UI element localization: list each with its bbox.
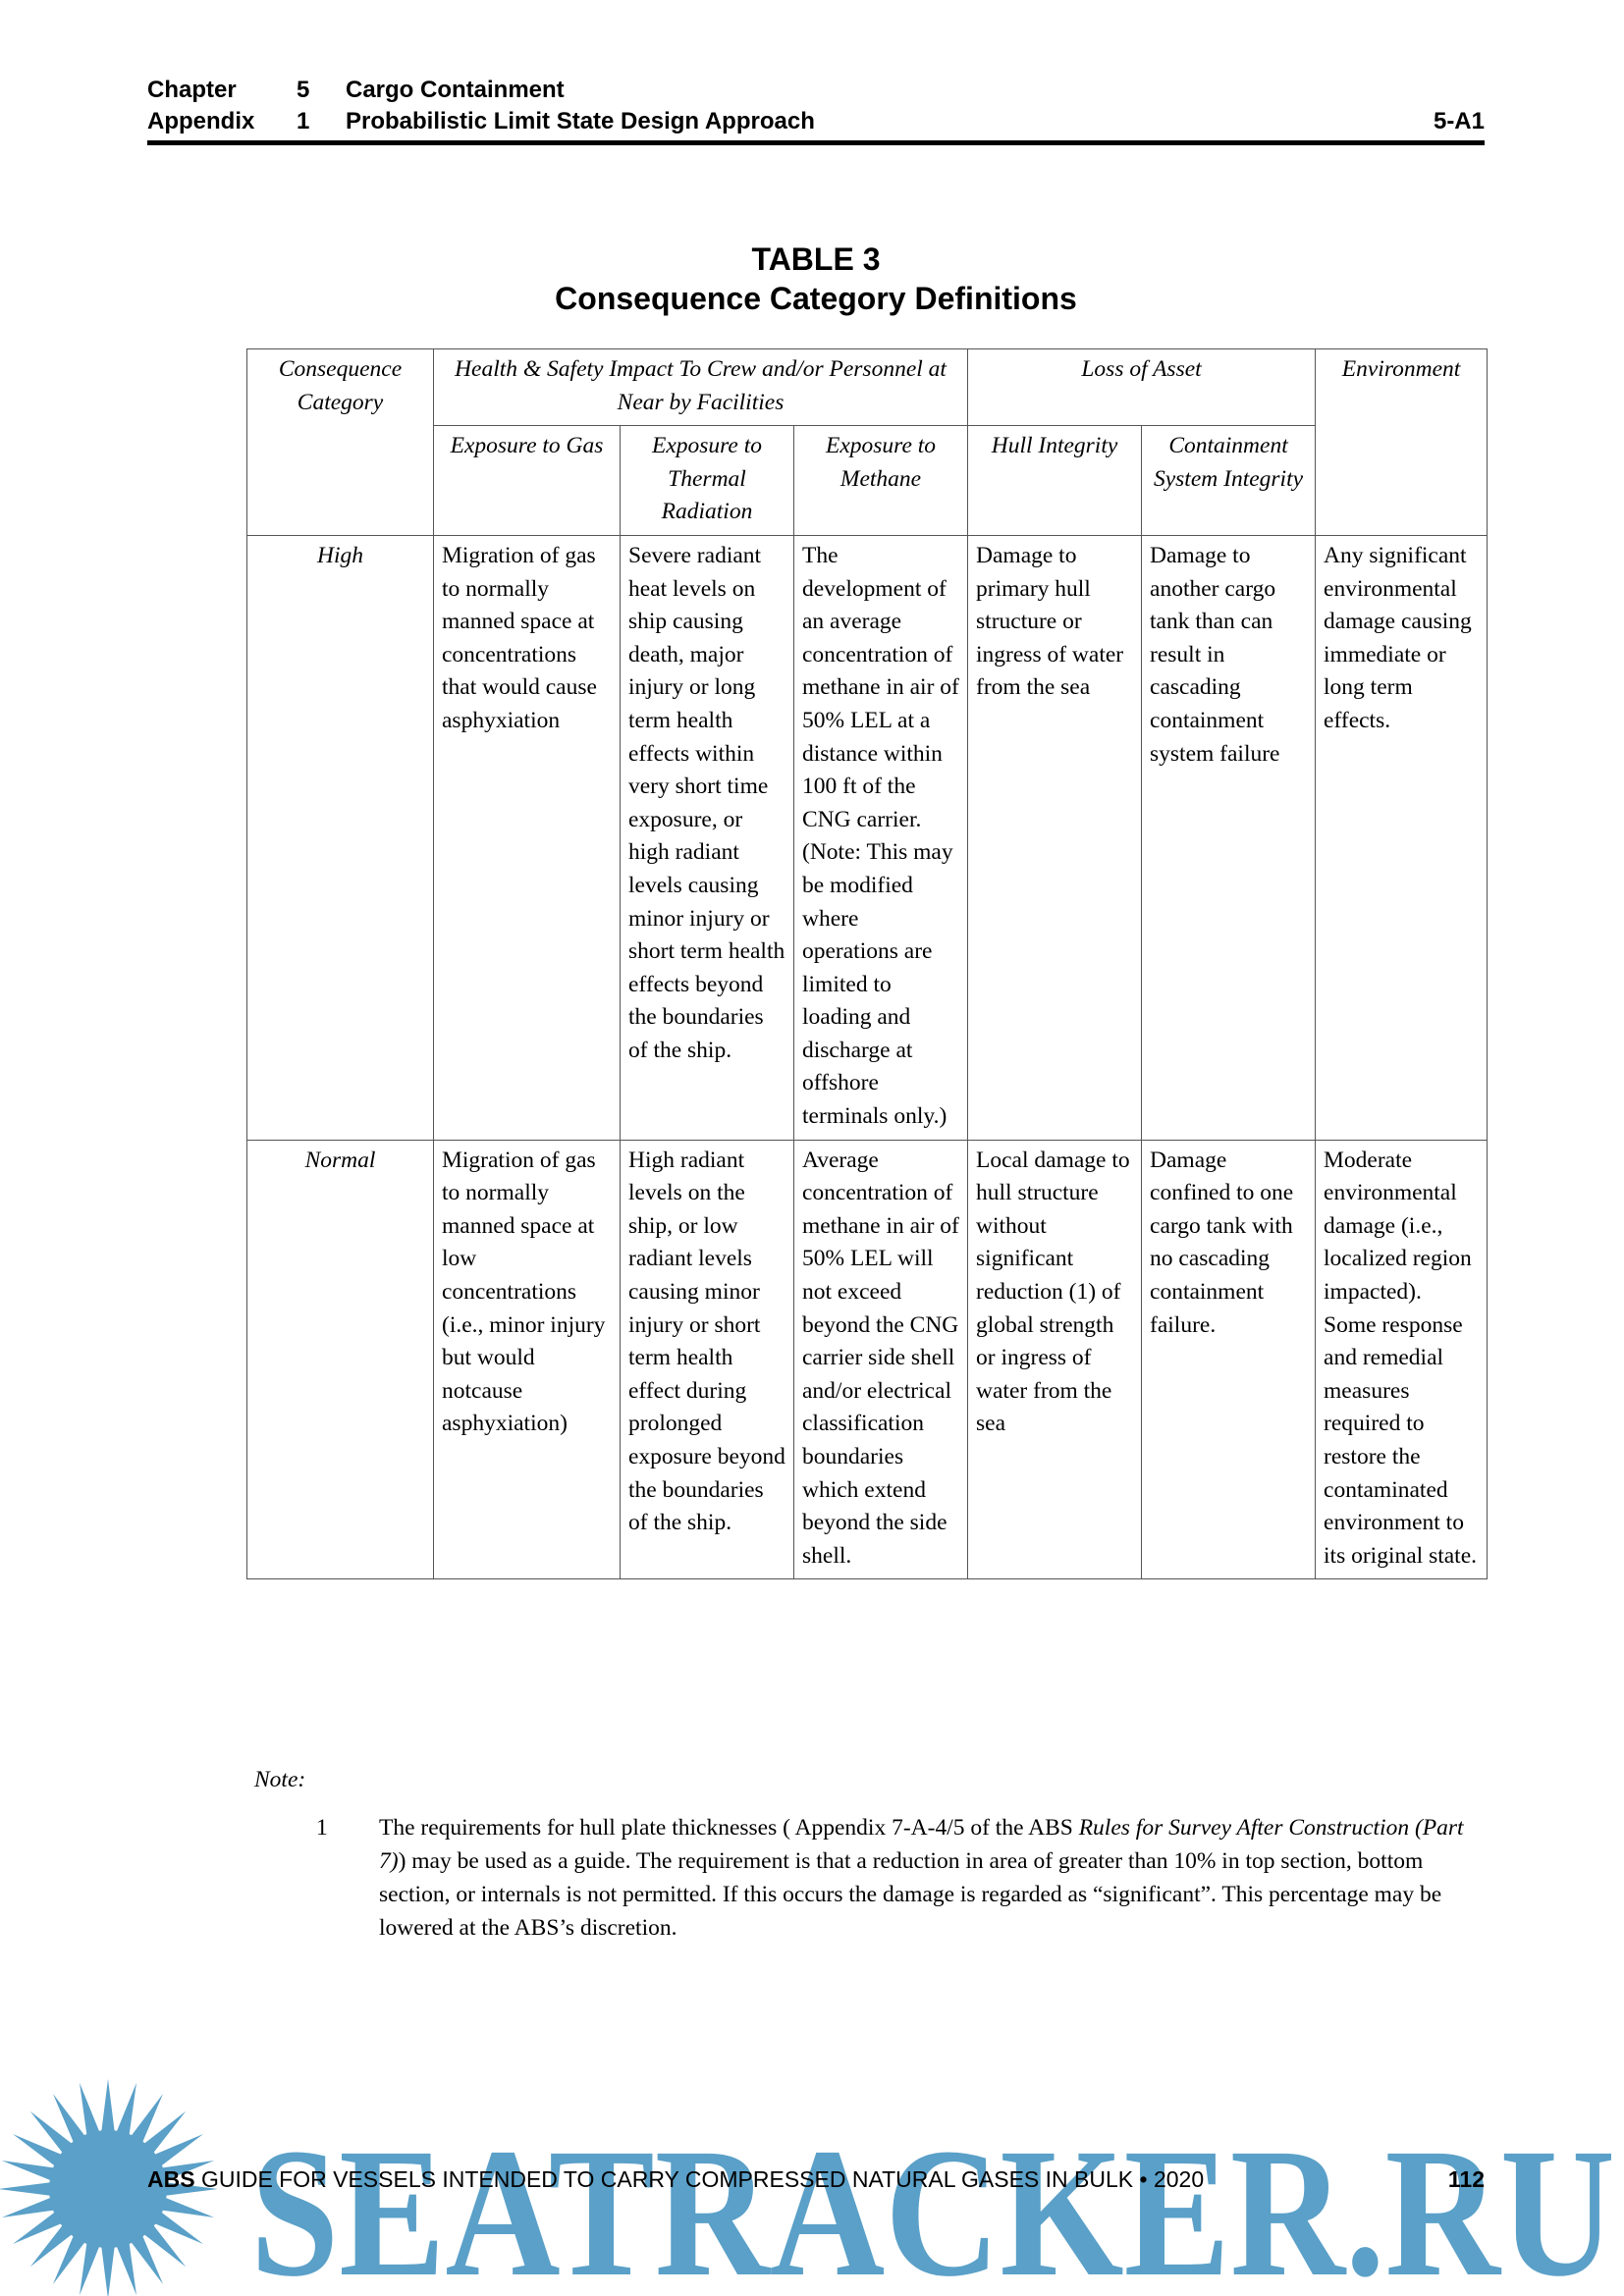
table-label: TABLE 3 — [751, 241, 881, 277]
footer-brand: ABS — [147, 2166, 195, 2192]
appendix-number: 1 — [297, 108, 310, 134]
note-number: 1 — [316, 1815, 328, 1841]
watermark-text: SEATRACKER.RU — [250, 2109, 1615, 2296]
table-row — [247, 535, 1488, 1140]
cell-hull: Local damage to hull structure without significant reduction (1) of global strength or ingress of water from the sea — [968, 1140, 1142, 1579]
header-consequence-category: Consequence Category — [247, 349, 434, 536]
header-exposure-gas: Exposure to Gas — [434, 426, 621, 536]
cell-gas: Migration of gas to normally manned space at concentrations that would cause asphyxiation — [434, 535, 621, 1140]
table-title: Consequence Category Definitions — [555, 281, 1077, 316]
note-text-part: The requirements for hull plate thicknesses ( Appendix 7-A-4/5 of the ABS — [379, 1815, 1079, 1841]
page-footer — [147, 2163, 1485, 2195]
chapter-number: 5 — [297, 77, 310, 103]
note-text-part: ) may be used as a guide. The requirement is that a reduction in area of greater than 10% in top section, bottom section, or internals is not permitted. If this occurs the damage is regarded as “significant”. This percentage may be lowered at the ABS’s discretion. — [379, 1848, 1442, 1941]
cell-containment: Damage to another cargo tank than can result in cascading containment system failure — [1142, 535, 1316, 1140]
header-hull-integrity: Hull Integrity — [968, 426, 1142, 536]
note-text-italic: Rules for Survey After Construction (Part 7) — [379, 1815, 1464, 1874]
header-exposure-thermal: Exposure to Thermal Radiation — [621, 426, 794, 536]
cell-environment: Any significant environmental damage causing immediate or long term effects. — [1316, 535, 1488, 1140]
cell-thermal: High radiant levels on the ship, or low radiant levels causing minor injury or short term health effect during prolonged exposure beyond the boundaries of the ship. — [621, 1140, 794, 1579]
consequence-table — [246, 348, 1488, 1579]
cell-methane: The development of an average concentration of methane in air of 50% LEL at a distance within 100 ft of the CNG carrier. (Note: This may be modified where operations are limited to loading and discharge at offshore terminals only.) — [794, 535, 968, 1140]
header-exposure-methane: Exposure to Methane — [794, 426, 968, 536]
row-category: High — [247, 535, 434, 1140]
header-health-safety: Health & Safety Impact To Crew and/or Personnel at Near by Facilities — [434, 349, 968, 426]
cell-gas: Migration of gas to normally manned space at low concentrations (i.e., minor injury but would notcause asphyxiation) — [434, 1140, 621, 1579]
running-header — [147, 75, 1485, 137]
row-category: Normal — [247, 1140, 434, 1579]
appendix-title: Probabilistic Limit State Design Approach — [346, 108, 815, 134]
cell-containment: Damage confined to one cargo tank with no cascading containment failure. — [1142, 1140, 1316, 1579]
cell-thermal: Severe radiant heat levels on ship causing death, major injury or long term health effects within very short time exposure, or high radiant levels causing minor injury or short term health effects beyond the boundaries of the ship. — [621, 535, 794, 1140]
page-number: 112 — [1447, 2166, 1485, 2192]
header-containment-integrity: Containment System Integrity — [1142, 426, 1316, 536]
cell-methane: Average concentration of methane in air of 50% LEL will not exceed beyond the CNG carrier side shell and/or electrical classification boundaries which extend beyond the side shell. — [794, 1140, 968, 1579]
header-rule — [147, 140, 1485, 145]
cell-environment: Moderate environmental damage (i.e., localized region impacted). Some response and remedial measures required to restore the contaminated environment to its original state. — [1316, 1140, 1488, 1579]
chapter-label: Chapter — [147, 77, 237, 103]
header-loss-of-asset: Loss of Asset — [968, 349, 1316, 426]
note-text — [379, 1811, 1481, 1945]
section-reference: 5-A1 — [1433, 108, 1485, 134]
cell-hull: Damage to primary hull structure or ingress of water from the sea — [968, 535, 1142, 1140]
table-row — [247, 1140, 1488, 1579]
note-label: Note: — [254, 1767, 306, 1792]
footer-title: GUIDE FOR VESSELS INTENDED TO CARRY COMPRESSED NATURAL GASES IN BULK • 2020 — [194, 2166, 1205, 2192]
appendix-label: Appendix — [147, 108, 255, 134]
chapter-title: Cargo Containment — [346, 77, 565, 103]
header-environment: Environment — [1316, 349, 1488, 536]
